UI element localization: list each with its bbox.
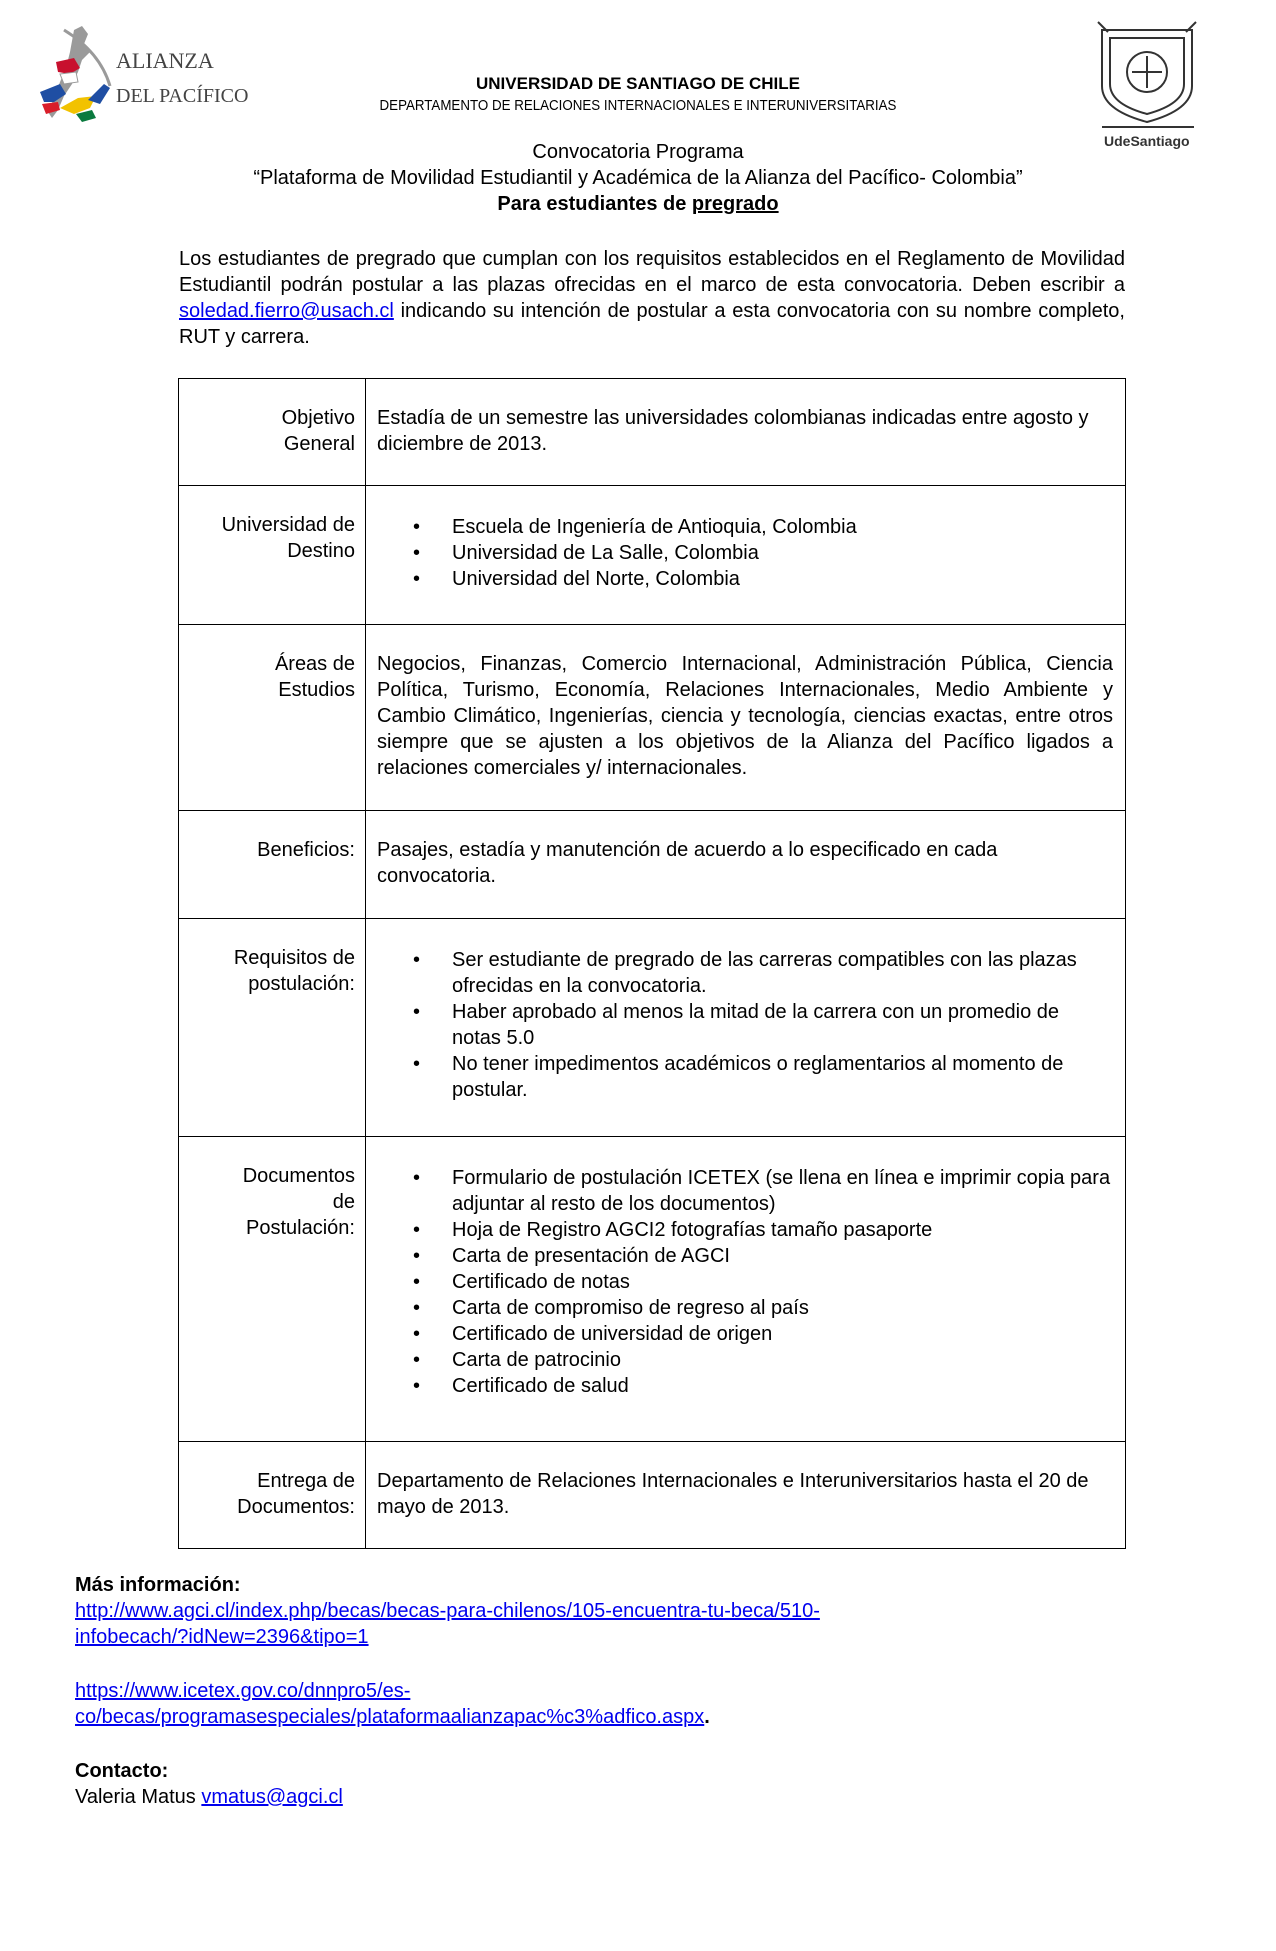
alianza-pacifico-logo [30, 22, 270, 142]
bullet-icon: • [413, 1323, 421, 1345]
destination-list [377, 514, 1113, 592]
agci-link[interactable]: http://www.agci.cl/index.php/becas/becas-para-chilenos/105-encuentra-tu-beca/510- infobecach/?idNew=2396&tipo=1 [75, 1600, 820, 1648]
logo-text-pacifico: DEL PACÍFICO [116, 85, 249, 107]
list-item: • Universidad de La Salle, Colombia [413, 542, 759, 564]
list-item: • Hoja de Registro AGCI2 fotografías tamaño pasaporte [413, 1219, 933, 1241]
bullet-icon: • [413, 1271, 421, 1293]
list-item: • Certificado de notas [413, 1271, 630, 1293]
list-item: • Carta de patrocinio [413, 1349, 621, 1371]
university-seal-icon [1098, 22, 1196, 122]
usach-logo [1092, 18, 1202, 152]
contact-heading: Contacto: [75, 1760, 169, 1782]
row-label: Documentos de Postulación: [179, 1137, 366, 1442]
bullet-icon: • [413, 568, 421, 590]
contact-name: Valeria Matus [75, 1786, 196, 1808]
doc-title-line-3 [150, 193, 1126, 216]
table-row-areas [179, 625, 1126, 811]
list-item: • Haber aprobado al menos la mitad de la carrera con un promedio de notas 5.0 [413, 1001, 1060, 1049]
list-item: • Escuela de Ingeniería de Antioquia, Colombia [413, 516, 857, 538]
row-value: Departamento de Relaciones Internacionales e Interuniversitarios hasta el 20 de mayo de 2013. [366, 1442, 1126, 1549]
pacific-map-icon [40, 26, 110, 122]
list-item: • Ser estudiante de pregrado de las carreras compatibles con las plazas ofrecidas en la convocatoria. [413, 949, 1077, 997]
logo-text-usach: UdeSantiago [1104, 133, 1190, 149]
bullet-icon: • [413, 1375, 421, 1397]
row-label: Entrega de Documentos: [179, 1442, 366, 1549]
list-item: • Carta de presentación de AGCI [413, 1245, 730, 1267]
row-value: Estadía de un semestre las universidades colombianas indicadas entre agosto y diciembre de 2013. [366, 379, 1126, 486]
table-row-documentos [179, 1137, 1126, 1442]
more-info-section [75, 1572, 820, 1650]
more-info-heading: Más información: [75, 1574, 241, 1596]
row-value [366, 1137, 1126, 1442]
list-item: • Certificado de salud [413, 1375, 629, 1397]
row-value [366, 486, 1126, 625]
row-value: Negocios, Finanzas, Comercio Internacional, Administración Pública, Ciencia Política, Turismo, Economía, Relaciones Internacionales, Medio Ambiente y Cambio Climático, Ingenierías, ciencia y tecnología, ciencias exactas, entre otros siempre que se ajusten a los objetivos de la Alianza del Pacífico ligados a relaciones comerciales y/ internacionales. [366, 625, 1126, 811]
table-row-beneficios [179, 811, 1126, 919]
bullet-icon: • [413, 1349, 421, 1371]
documents-list [377, 1165, 1113, 1399]
icetex-link-block [75, 1678, 710, 1730]
requirements-list [377, 947, 1113, 1103]
bullet-icon: • [413, 1167, 421, 1189]
row-label: Universidad de Destino [179, 486, 366, 625]
bullet-icon: • [413, 1219, 421, 1241]
row-value [366, 919, 1126, 1137]
list-item: • Carta de compromiso de regreso al país [413, 1297, 809, 1319]
contact-email-link[interactable]: soledad.fierro@usach.cl [179, 300, 394, 322]
title-prefix: Para estudiantes de [497, 193, 692, 215]
intro-paragraph [179, 246, 1125, 350]
program-info-table [178, 378, 1126, 1549]
logo-text-alianza: ALIANZA [116, 48, 214, 73]
list-item: • Formulario de postulación ICETEX (se llena en línea e imprimir copia para adjuntar al resto de los documentos) [413, 1167, 1111, 1215]
contact-section [75, 1758, 343, 1810]
bullet-icon: • [413, 542, 421, 564]
bullet-icon: • [413, 949, 421, 971]
bullet-icon: • [413, 1053, 421, 1075]
university-name: UNIVERSIDAD DE SANTIAGO DE CHILE [476, 74, 800, 93]
table-row-entrega [179, 1442, 1126, 1549]
title-underlined: pregrado [691, 193, 779, 215]
row-value: Pasajes, estadía y manutención de acuerdo a lo especificado en cada convocatoria. [366, 811, 1126, 919]
table-row-universidad [179, 486, 1126, 625]
table-row-requisitos [179, 919, 1126, 1137]
row-label: Áreas de Estudios [179, 625, 366, 811]
list-item: • Certificado de universidad de origen [413, 1323, 773, 1345]
list-item: • Universidad del Norte, Colombia [413, 568, 740, 590]
icetex-link[interactable]: https://www.icetex.gov.co/dnnpro5/es- co/becas/programasespeciales/plataformaalianzapac%c3%adfico.aspx [75, 1680, 705, 1728]
row-label: Requisitos de postulación: [179, 919, 366, 1137]
table-row-objetivo [179, 379, 1126, 486]
bullet-icon: • [413, 1245, 421, 1267]
row-label: Beneficios: [179, 811, 366, 919]
contact-email[interactable]: vmatus@agci.cl [201, 1786, 343, 1808]
bullet-icon: • [413, 516, 421, 538]
intro-text-after: indicando su intención de postular a esta convocatoria con su nombre completo, RUT y carrera. [179, 300, 1125, 348]
bullet-icon: • [413, 1001, 421, 1023]
list-item: • No tener impedimentos académicos o reglamentarios al momento de postular. [413, 1053, 1064, 1101]
intro-text-before: Los estudiantes de pregrado que cumplan con los requisitos establecidos en el Reglamento de Movilidad Estudiantil podrán postular a las plazas ofrecidas en el marco de esta convocatoria. Deben escribir a [179, 248, 1125, 296]
doc-title-line-2: “Plataforma de Movilidad Estudiantil y Académica de la Alianza del Pacífico- Colombia” [253, 167, 1023, 189]
link-suffix: . [704, 1706, 710, 1728]
doc-title-line-1: Convocatoria Programa [532, 141, 744, 163]
bullet-icon: • [413, 1297, 421, 1319]
department-name: DEPARTAMENTO DE RELACIONES INTERNACIONALES E INTERUNIVERSITARIAS [379, 98, 897, 114]
row-label: Objetivo General [179, 379, 366, 486]
